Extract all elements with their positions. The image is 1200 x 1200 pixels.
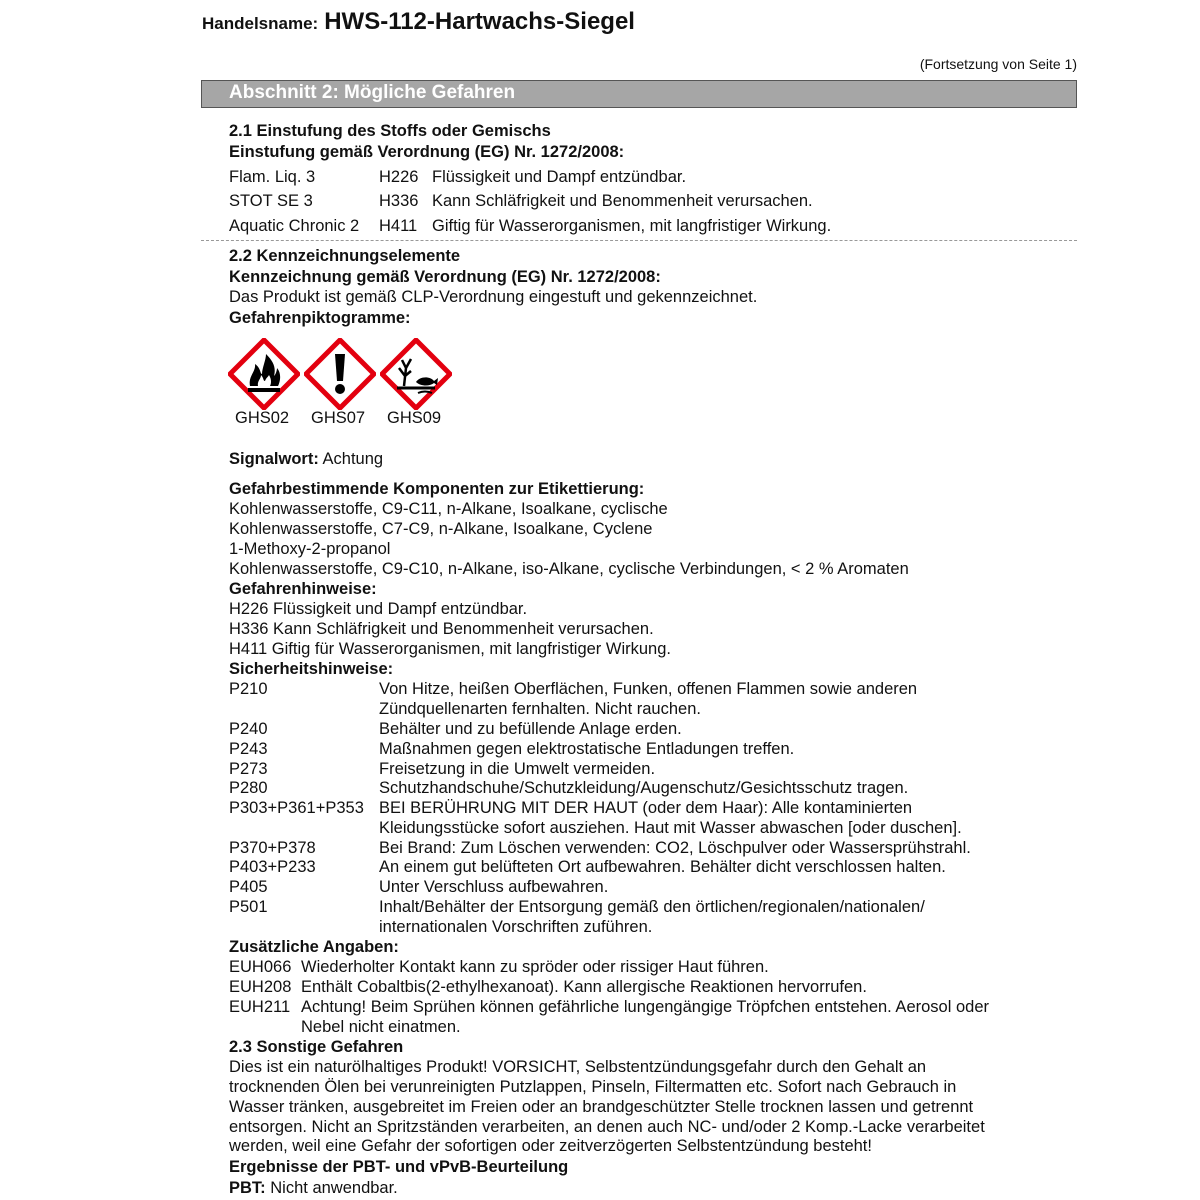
precaution-text: Zündquellenarten fernhalten. Nicht rauchen. — [379, 700, 701, 718]
signal-word-label: Signalwort: — [229, 450, 319, 468]
precaution-text: Von Hitze, heißen Oberflächen, Funken, offenen Flammen sowie anderen — [379, 680, 918, 698]
component-item: Kohlenwasserstoffe, C7-C9, n-Alkane, Isoalkane, Cyclene — [229, 520, 653, 538]
trade-name-label: Handelsname: — [202, 14, 319, 33]
other-hazards-line: trocknenden Ölen bei verunreinigten Putzlappen, Pinseln, Filtermatten etc. Sofort nach Gebrauch in — [229, 1078, 957, 1096]
euh-text: Wiederholter Kontakt kann zu spröder oder rissiger Haut führen. — [301, 958, 769, 976]
euh-text: Enthält Cobaltbis(2-ethylhexanoat). Kann allergische Reaktionen hervorrufen. — [301, 978, 867, 996]
classification-text: Kann Schläfrigkeit und Benommenheit verursachen. — [432, 192, 813, 210]
precaution-code: P280 — [229, 779, 268, 797]
additional-info-heading: Zusätzliche Angaben: — [229, 938, 399, 956]
pbt-result — [229, 1178, 398, 1198]
other-hazards-line: entsorgen. Nicht an Spritzständen verarbeiten, an denen auch NC- und/oder 2 Komp.-Lacke verarbeitet — [229, 1118, 985, 1136]
precaution-text: An einem gut belüfteten Ort aufbewahren. Behälter dicht verschlossen halten. — [379, 858, 946, 876]
euh-text: Nebel nicht einatmen. — [301, 1018, 461, 1036]
precaution-text: Bei Brand: Zum Löschen verwenden: CO2, Löschpulver oder Wassersprühstrahl. — [379, 839, 971, 857]
other-hazards-line: Wasser tränken, ausgebreitet im Freien oder an brandgeschützter Stelle trocknen lassen und getrennt — [229, 1098, 974, 1116]
pbt-heading: Ergebnisse der PBT- und vPvB-Beurteilung — [229, 1158, 569, 1176]
precaution-text: BEI BERÜHRUNG MIT DER HAUT (oder dem Haar): Alle kontaminierten — [379, 799, 913, 817]
component-item: Kohlenwasserstoffe, C9-C11, n-Alkane, Isoalkane, cyclische — [229, 500, 668, 518]
pbt-value: Nicht anwendbar. — [270, 1179, 398, 1197]
other-hazards-line: werden, weil eine Gefahr der sofortigen oder zeitverzögerten Selbstentzündung besteht! — [229, 1137, 872, 1155]
precaution-code: P370+P378 — [229, 839, 316, 857]
precaution-code: P501 — [229, 898, 268, 916]
trade-name-value: HWS-112-Hartwachs-Siegel — [324, 8, 635, 35]
precaution-code: P240 — [229, 720, 268, 738]
pictogram-heading: Gefahrenpiktogramme: — [229, 309, 411, 327]
classification-text: Giftig für Wasserorganismen, mit langfristiger Wirkung. — [432, 217, 832, 235]
pbt-label: PBT: — [229, 1179, 266, 1197]
classification-code: H336 — [379, 192, 419, 210]
classification-text: Flüssigkeit und Dampf entzündbar. — [432, 168, 687, 186]
precaution-text: Behälter und zu befüllende Anlage erden. — [379, 720, 682, 738]
component-item: Kohlenwasserstoffe, C9-C10, n-Alkane, iso-Alkane, cyclische Verbindungen, < 2 % Aromaten — [229, 560, 909, 578]
section-2-2-heading: 2.2 Kennzeichnungselemente — [229, 247, 461, 265]
precaution-code: P403+P233 — [229, 858, 316, 876]
components-heading: Gefahrbestimmende Komponenten zur Etikettierung: — [229, 480, 645, 498]
euh-code: EUH066 — [229, 958, 292, 976]
labelling-intro: Das Produkt ist gemäß CLP-Verordnung eingestuft und gekennzeichnet. — [229, 288, 758, 306]
section-2-1-subheading: Einstufung gemäß Verordnung (EG) Nr. 1272/2008: — [229, 143, 625, 161]
euh-text: Achtung! Beim Sprühen können gefährliche lungengängige Tröpfchen entstehen. Aerosol oder — [301, 998, 989, 1016]
euh-code: EUH208 — [229, 978, 292, 996]
classification-code: H226 — [379, 168, 419, 186]
hazard-statement: H336 Kann Schläfrigkeit und Benommenheit verursachen. — [229, 620, 654, 638]
classification-class: Flam. Liq. 3 — [229, 168, 316, 186]
precaution-text: Kleidungsstücke sofort ausziehen. Haut mit Wasser abwaschen [oder duschen]. — [379, 819, 962, 837]
precaution-heading: Sicherheitshinweise: — [229, 660, 394, 678]
section-2-3-heading: 2.3 Sonstige Gefahren — [229, 1038, 404, 1056]
pictogram-label: GHS07 — [311, 409, 366, 427]
signal-word-value: Achtung — [322, 450, 384, 468]
precaution-text: Unter Verschluss aufbewahren. — [379, 878, 609, 896]
precaution-code: P273 — [229, 760, 268, 778]
section-2-2-subheading: Kennzeichnung gemäß Verordnung (EG) Nr. 1272/2008: — [229, 268, 661, 286]
hazard-statement: H411 Giftig für Wasserorganismen, mit langfristiger Wirkung. — [229, 640, 671, 658]
pictogram-label: GHS02 — [235, 409, 290, 427]
component-item: 1-Methoxy-2-propanol — [229, 540, 391, 558]
precaution-text: Freisetzung in die Umwelt vermeiden. — [379, 760, 656, 778]
precaution-text: Maßnahmen gegen elektrostatische Entladungen treffen. — [379, 740, 795, 758]
trade-name-line — [202, 8, 635, 36]
precaution-text: Inhalt/Behälter der Entsorgung gemäß den örtlichen/regionalen/nationalen/ — [379, 898, 925, 916]
classification-class: Aquatic Chronic 2 — [229, 217, 360, 235]
hazard-statement: H226 Flüssigkeit und Dampf entzündbar. — [229, 600, 528, 618]
precaution-text: Schutzhandschuhe/Schutzkleidung/Augenschutz/Gesichtsschutz tragen. — [379, 779, 909, 797]
other-hazards-line: Dies ist ein naturölhaltiges Produkt! VORSICHT, Selbstentzündungsgefahr durch den Gehalt an — [229, 1058, 927, 1076]
euh-code: EUH211 — [229, 998, 291, 1016]
section-divider — [201, 240, 1077, 241]
section-title: Abschnitt 2: Mögliche Gefahren — [229, 82, 516, 103]
precaution-text: internationalen Vorschriften zuführen. — [379, 918, 653, 936]
exclamation-icon — [304, 338, 376, 410]
classification-code: H411 — [379, 217, 418, 235]
precaution-code: P243 — [229, 740, 268, 758]
section-header-bar — [201, 80, 1077, 108]
environment-icon — [380, 338, 452, 410]
section-2-1-heading: 2.1 Einstufung des Stoffs oder Gemischs — [229, 122, 551, 140]
hazard-statements-heading: Gefahrenhinweise: — [229, 580, 377, 598]
precaution-code: P210 — [229, 680, 268, 698]
precaution-code: P405 — [229, 878, 268, 896]
signal-word — [229, 449, 383, 469]
classification-class: STOT SE 3 — [229, 192, 313, 210]
continuation-note: (Fortsetzung von Seite 1) — [919, 56, 1077, 72]
pictogram-label: GHS09 — [387, 409, 442, 427]
flame-icon — [228, 338, 300, 410]
precaution-code: P303+P361+P353 — [229, 799, 364, 817]
